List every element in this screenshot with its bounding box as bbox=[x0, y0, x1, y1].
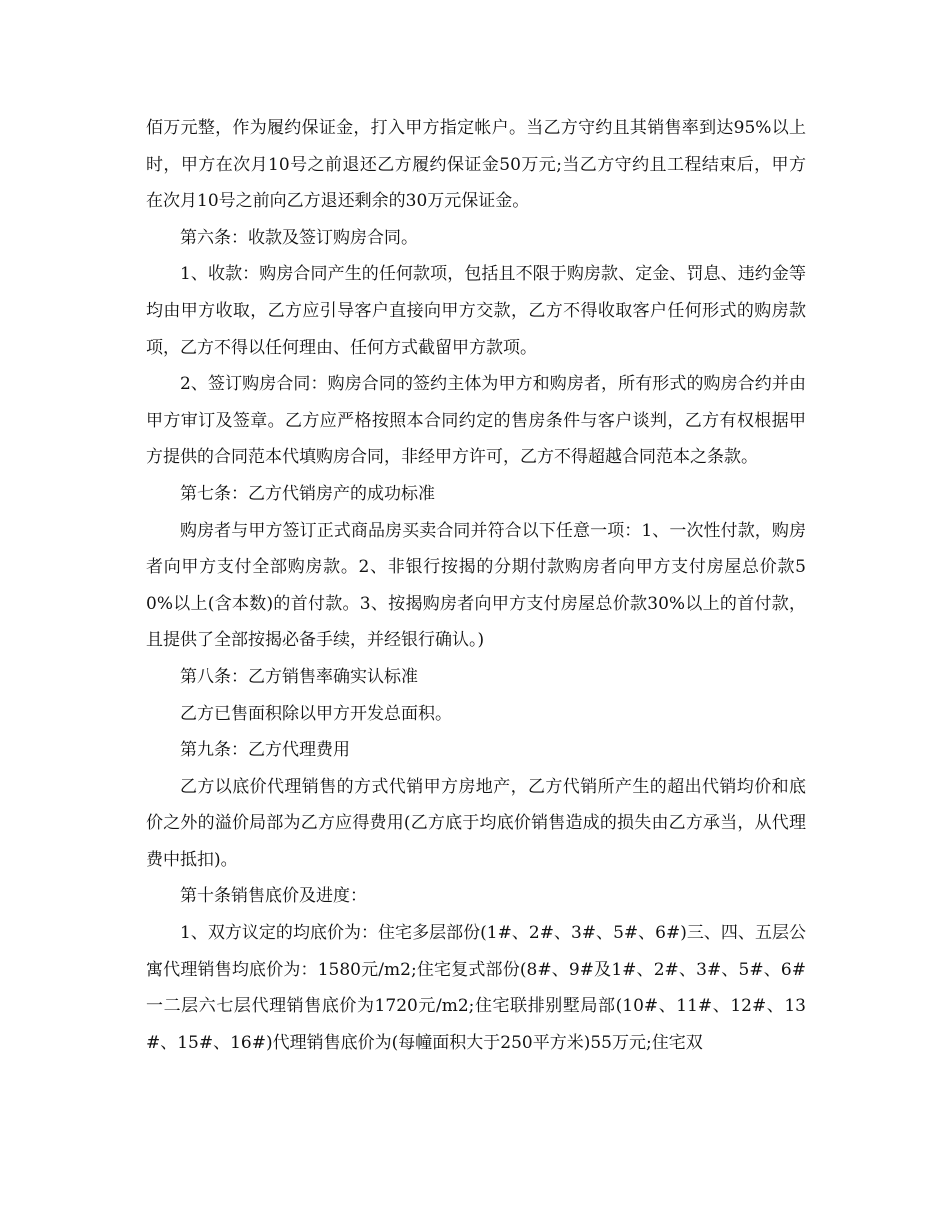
document-body bbox=[146, 110, 806, 1061]
paragraph-agency-fee: 乙方以底价代理销售的方式代销甲方房地产，乙方代销所产生的超出代销均价和底价之外的溢价局部为乙方应得费用(乙方底于均底价销售造成的损失由乙方承当，从代理费中抵扣)。 bbox=[146, 776, 806, 870]
heading-article-6: 第六条：收款及签订购房合同。 bbox=[180, 227, 418, 248]
heading-article-9: 第九条：乙方代理费用 bbox=[180, 740, 350, 761]
heading-article-10: 第十条销售底价及进度： bbox=[180, 886, 367, 907]
paragraph-success-standard: 购房者与甲方签订正式商品房买卖合同并符合以下任意一项：1、一次性付款，购房者向甲方支付全部购房款。2、非银行按揭的分期付款购房者向甲方支付房屋总价款50%以上(含本数)的首付款。3、按揭购房者向甲方支付房屋总价款30%以上的首付款，且提供了全部按揭必备手续，并经银行确认。) bbox=[146, 520, 806, 651]
paragraph-sales-rate: 乙方已售面积除以甲方开发总面积。 bbox=[180, 703, 452, 724]
paragraph-collection: 1、收款：购房合同产生的任何款项，包括且不限于购房款、定金、罚息、违约金等均由甲方收取，乙方应引导客户直接向甲方交款，乙方不得收取客户任何形式的购房款项，乙方不得以任何理由、任何方式截留甲方款项。 bbox=[146, 264, 806, 358]
paragraph-signing-contract: 2、签订购房合同：购房合同的签约主体为甲方和购房者，所有形式的购房合约并由甲方审订及签章。乙方应严格按照本合同约定的售房条件与客户谈判，乙方有权根据甲方提供的合同范本代填购房合同，非经甲方许可，乙方不得超越合同范本之条款。 bbox=[146, 374, 806, 468]
heading-article-7: 第七条：乙方代销房产的成功标准 bbox=[180, 483, 435, 504]
paragraph-base-price: 1、双方议定的均底价为：住宅多层部份(1#、2#、3#、5#、6#)三、四、五层公寓代理销售均底价为：1580元/m2;住宅复式部份(8#、9#及1#、2#、3#、5#、6#一二层六七层代理销售底价为1720元/m2;住宅联排别墅局部(10#、11#、12#、13#、15#、16#)代理销售底价为(每幢面积大于250平方米)55万元;住宅双 bbox=[146, 923, 806, 1053]
heading-article-8: 第八条：乙方销售率确实认标准 bbox=[180, 666, 418, 687]
paragraph-deposit: 佰万元整，作为履约保证金，打入甲方指定帐户。当乙方守约且其销售率到达95%以上时，甲方在次月10号之前退还乙方履约保证金50万元;当乙方守约且工程结束后，甲方在次月10号之前向乙方退还剩余的30万元保证金。 bbox=[146, 118, 806, 212]
